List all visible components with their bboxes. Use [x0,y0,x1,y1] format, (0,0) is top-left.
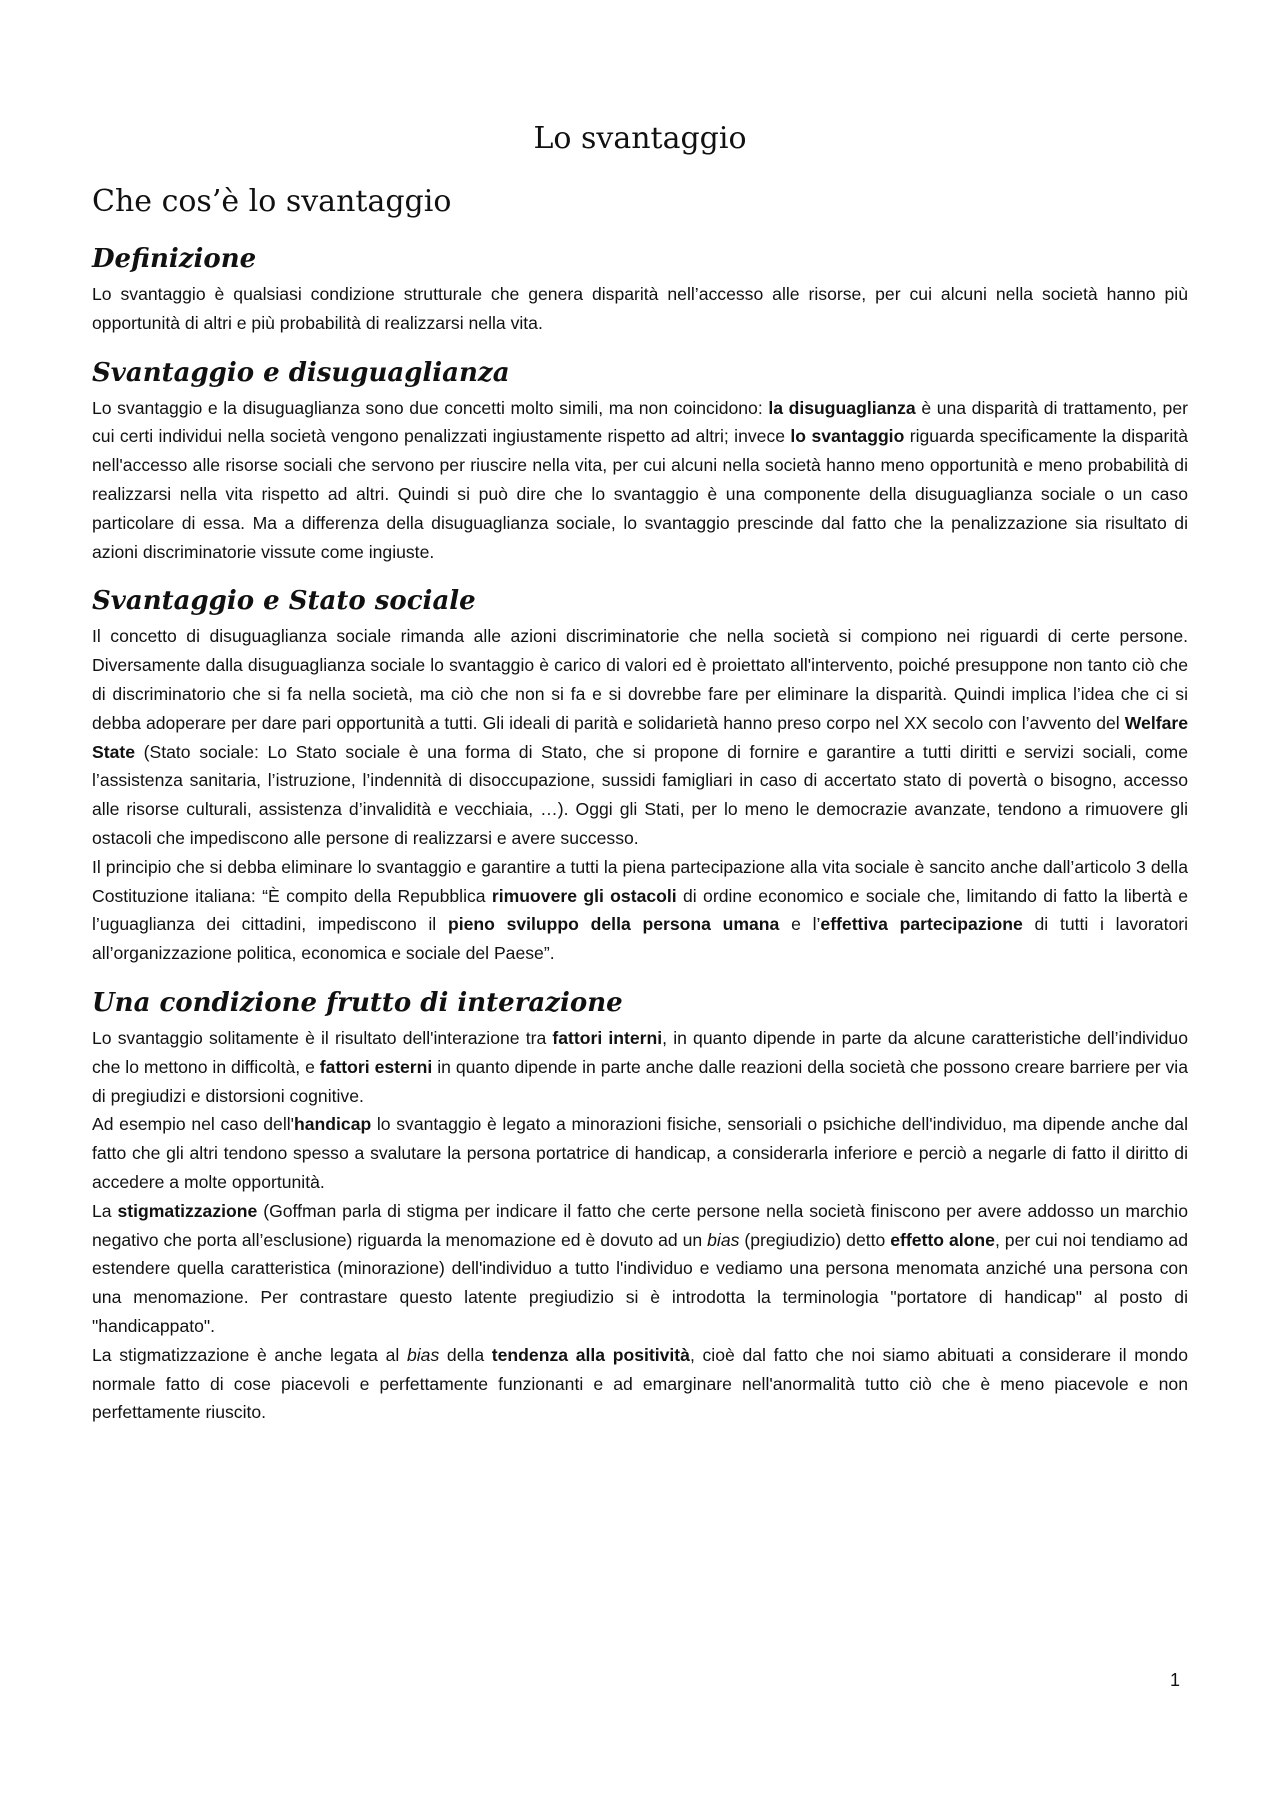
paragraph [92,394,1188,567]
section [92,356,1188,567]
bold-text: pieno sviluppo della persona umana [447,914,780,935]
paragraph [92,1024,1188,1110]
text-run: , per cui noi tendiamo ad estendere quella caratteristica (minorazione) dell'individuo a tutto l'individuo e vediamo una persona menomata anziché una persona con una menomazione. Per contrastare questo latente pregiudizio si è introdotta la terminologia "portatore di handicap" al posto di "handicappato". [92,1229,1188,1336]
text-run: (Goffman parla di stigma per indicare il fatto che certe persone nella società finiscono per avere addosso un marchio negativo che porta all’esclusione) riguarda la menomazione ed è dovuto ad un [92,1200,1188,1250]
text-run: Il concetto di disuguaglianza sociale rimanda alle azioni discriminatorie che nella società si compiono nei riguardi di certe persone. Diversamente dalla disuguaglianza sociale lo svantaggio è carico di valori ed è proiettato all'intervento, poiché presuppone non tanto ciò che di discriminatorio che si fa nella società, ma ciò che non si fa e si dovrebbe fare per eliminare la disparità. Quindi implica l’idea che ci si debba adoperare per dare pari opportunità a tutti. Gli ideali di parità e solidarietà hanno preso corpo nel XX secolo con l’avvento del [92,626,1188,733]
text-run: Lo svantaggio e la disuguaglianza sono due concetti molto simili, ma non coincidono: [92,397,769,418]
page-number: 1 [1169,1670,1180,1690]
paragraph [92,1110,1188,1196]
main-heading: Che cos’è lo svantaggio [92,184,452,219]
bold-text: tendenza alla positività [491,1344,690,1365]
section [92,242,1188,338]
text-run: riguarda specificamente la disparità nell'accesso alle risorse sociali che servono per riuscire nella vita, per cui alcuni nella società hanno meno opportunità e meno probabilità di realizzarsi nella vita rispetto ad altri. Quindi si può dire che lo svantaggio è una componente della disuguaglianza sociale o un caso particolare di essa. Ma a differenza della disuguaglianza sociale, lo svantaggio prescinde dal fatto che la penalizzazione sia risultato di azioni discriminatorie vissute come ingiuste. [92,426,1188,562]
text-run: Ad esempio nel caso dell' [92,1114,295,1135]
paragraph [92,853,1188,968]
sections-container [92,242,1188,1427]
text-run: (Stato sociale: Lo Stato sociale è una forma di Stato, che si propone di fornire e garantire a tutti diritti e servizi sociali, come l’assistenza sanitaria, l’istruzione, l’indennità di disoccupazione, sussidi famigliari in caso di accertato stato di povertà o bisogno, accesso alle risorse culturali, assistenza d’invalidità e vecchiaia, …). Oggi gli Stati, per lo meno le democrazie avanzate, tendono a rimuovere gli ostacoli che impediscono alle persone di realizzarsi e avere successo. [92,741,1188,848]
bold-text: fattori interni [552,1027,663,1048]
paragraph [92,1197,1188,1341]
text-run: lo svantaggio è legato a minorazioni fisiche, sensoriali o psichiche dell'individuo, ma dipende anche dal fatto che gli altri tendono spesso a svalutare la persona portatrice di handicap, a considerarla inferiore e perciò a negarle di fatto il diritto di accedere a molte opportunità. [92,1114,1189,1192]
text-run: è una disparità di trattamento, per cui certi individui nella società vengono penalizzati ingiustamente rispetto ad altri; invece [92,397,1188,447]
bold-text: rimuovere gli ostacoli [491,885,677,906]
bold-text: fattori esterni [319,1056,433,1077]
text-run: (pregiudizio) detto [739,1229,891,1250]
text-run: di tutti i lavoratori all’organizzazione politica, economica e sociale del Paese”. [92,914,1189,964]
text-run: La stigmatizzazione è anche legata al [92,1344,407,1365]
bold-text: la disuguaglianza [768,397,916,418]
text-run: La [92,1200,118,1221]
section-heading: Svantaggio e disuguaglianza [92,357,510,388]
bold-text: stigmatizzazione [117,1200,258,1221]
text-run: Lo svantaggio è qualsiasi condizione strutturale che genera disparità nell’accesso alle risorse, per cui alcuni nella società hanno più opportunità di altri e più probabilità di realizzarsi nella vita. [92,284,1188,333]
bold-text: effettiva partecipazione [820,914,1023,935]
text-run: in quanto dipende in parte anche dalle reazioni della società che possono creare barriere per via di pregiudizi e distorsioni cognitive. [92,1056,1188,1106]
section-heading: Svantaggio e Stato sociale [92,586,476,617]
paragraph [92,280,1188,338]
section [92,584,1188,968]
italic-text: bias [707,1229,740,1250]
bold-text: lo svantaggio [790,426,905,447]
bold-text: effetto alone [890,1229,995,1250]
section [92,986,1188,1427]
paragraph [92,1341,1188,1427]
bold-text: Welfare State [92,712,1188,762]
text-run: , cioè dal fatto che noi siamo abituati a considerare il mondo normale fatto di cose piacevoli e perfettamente funzionanti e ad emarginare nell'anormalità tutto ciò che è meno piacevole e non perfettamente riuscito. [92,1344,1189,1423]
text-run: e l’ [779,914,821,935]
text-run: di ordine economico e sociale che, limitando di fatto la libertà e l’uguaglianza dei cittadini, impediscono il [92,885,1188,935]
text-run: , in quanto dipende in parte da alcune caratteristiche dell’individuo che lo mettono in difficoltà, e [92,1027,1188,1077]
text-run: Il principio che si debba eliminare lo svantaggio e garantire a tutti la piena partecipazione alla vita sociale è sancito anche dall’articolo 3 della Costituzione italiana: “È compito della Repubblica [92,856,1188,906]
paragraph [92,622,1188,852]
section-heading: Una condizione frutto di interazione [92,987,623,1018]
italic-text: bias [406,1344,440,1365]
section-heading: Definizione [92,244,257,274]
bold-text: handicap [294,1114,372,1135]
text-run: della [439,1344,492,1365]
document-title: Lo svantaggio [533,121,747,156]
text-run: Lo svantaggio solitamente è il risultato dell'interazione tra [92,1027,553,1048]
